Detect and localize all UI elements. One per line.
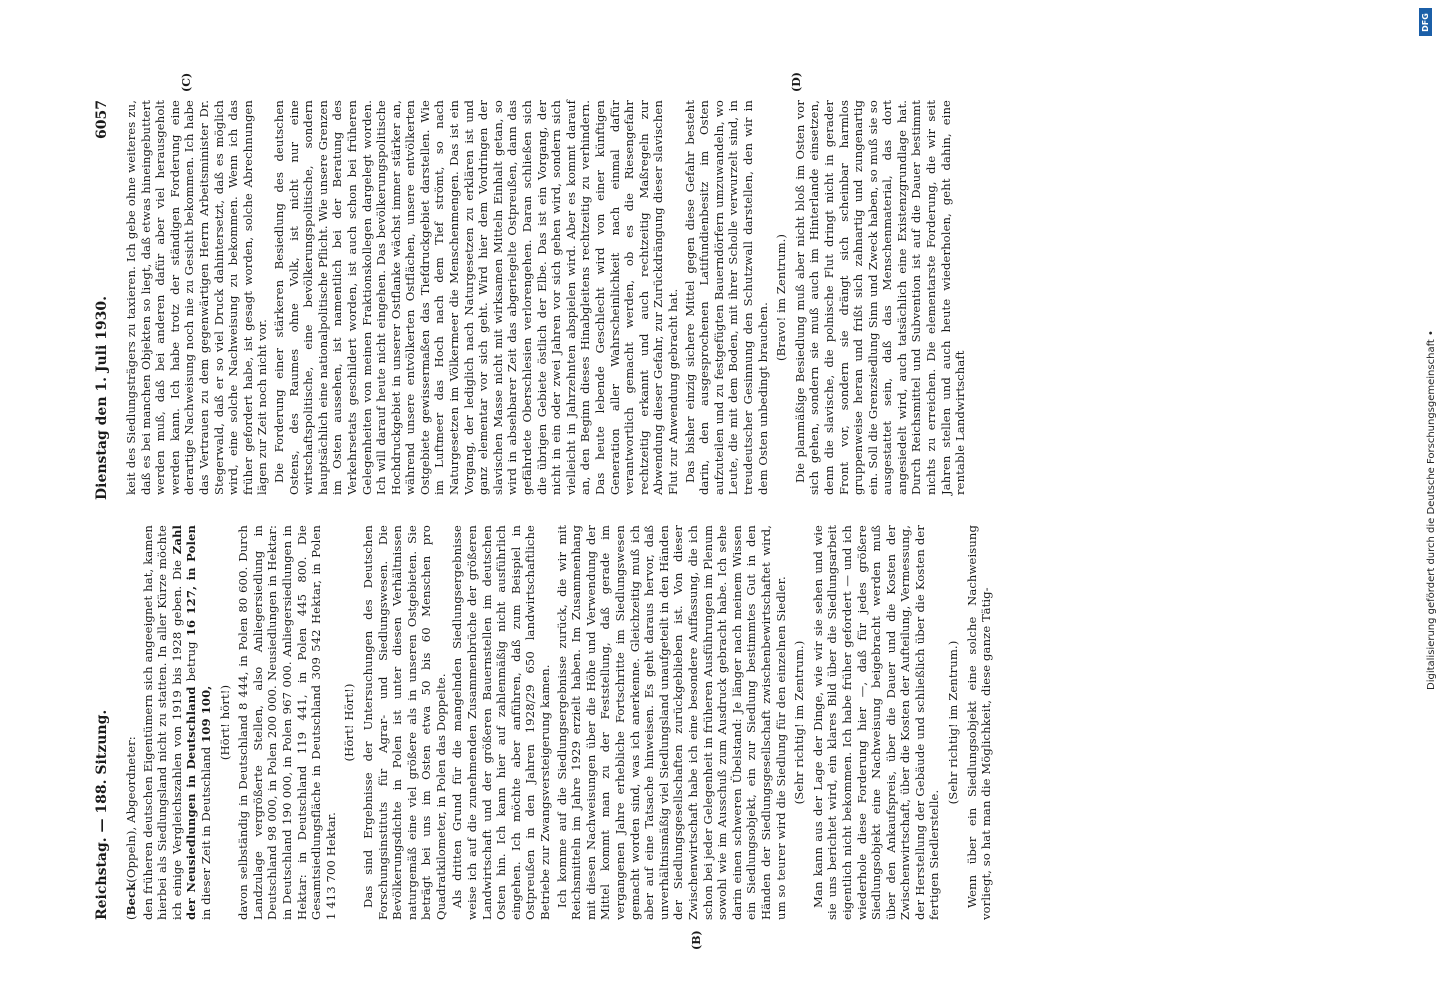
speaker-line: (Beck(Oppeln), Abgeordneter: [124, 736, 138, 920]
paragraph [141, 525, 214, 920]
rotated-document-page [90, 72, 1330, 950]
interjection: (Bravo! im Zentrum.) [774, 234, 789, 362]
right-text-column [124, 100, 1324, 495]
paragraph: Man kann aus der Lage der Dinge, wie wir sie sehen und wie sie uns berichtet wird, ein klares Bild über die Siedlungsarbeit eigentlich nicht bekommen. Ich habe früher gefordert — und ich wiederhole diese Forderung hier —, daß für jedes größere Siedlungsobjekt eine Nachweisung beigebracht werden muß über den Ankaufspreis, über die Dauer und die Kosten der Zwischenwirtschaft, über die Kosten der Aufteilung, Vermessung, der Herstellung der Gebäude und schließlich über die Kosten der fertigen Siedlerstelle. [810, 525, 942, 920]
bold-run: 16 127, in Polen [184, 525, 199, 637]
paragraph: Ich komme auf die Siedlungsergebnisse zurück, die wir mit Reichsmitteln im Jahre 1929 erzielt haben. Im Zusammenhang mit diesen Nachweisungen über die Höhe und Verwendung der Mittel kommt man zu der Feststellung, daß gerade im vergangenen Jahre erhebliche Fortschritte im Siedlungswesen gemacht worden sind, was ich anerkenne. Gleichzeitig muß ich aber auf eine Tatsache hinweisen. Es geht daraus hervor, daß unverhältnismäßig viel Siedlungsland unaufgeteilt in den Händen der Siedlungsgesellschaften zurückgeblieben ist. Von dieser Zwischenwirtschaft habe ich eine besondere Auffassung, die ich schon bei jeder Gelegenheit in früheren Ausführungen im Plenum sowohl wie im Ausschuß zum Ausdruck gebracht habe. Ich sehe darin einen schweren Übelstand: Je länger nach meinem Wissen ein Siedlungsobjekt, ein zur Siedlung bestimmtes Gut in den Händen der Siedlungsgesellschaft zwischenbewirtschaftet wird, um so teurer wird die Siedlung für den einzelnen Siedler. [554, 525, 788, 920]
paragraph: Die Forderung einer stärkeren Besiedlung des deutschen Ostens, des Raumes ohne Volk, ist nicht nur eine wirtschaftspolitische, eine bevölkerungspolitische, sondern hauptsächlich eine nationalpolitische Pflicht. Wie unsere Grenzen im Osten aussehen, ist namentlich bei der Beratung des Verkehrsetats geschildert worden, ist auch schon bei früheren Gelegenheiten von meinen Fraktionskollegen dargelegt worden. Ich will darauf heute nicht eingehen. Das bevölkerungspolitische Hochdruckgebiet in unserer Ostflanke wächst immer stärker an, während unsere entvölkerten Ostflächen, unsere entvölkerten Ostgebiete gewissermaßen das Tiefdruckgebiet darstellen. Wie im Luftmeer das Hoch nach dem Tief strömt, so nach Naturgesetzen im Völkermeer die Menschenmengen. Das ist ein Vorgang, der lediglich nach Naturgesetzen zu erklären ist und ganz elementar vor sich geht. Wird hier dem Vordringen der slavischen Masse nicht mit wirksamen Mitteln Einhalt getan, so wird in absehbarer Zeit das abgeriegelte Ostpreußen, dann das gefährdete Oberschlesien verlorengehen. Daran schließen sich die übrigen Gebiete östlich der Elbe. Das ist ein Vorgang, der nicht in ein oder zwei Jahren vor sich gehen wird, sondern sich vielleicht in Jahrzehnten abspielen wird. Aber es kommt darauf an, den Beginn dieses Hinabgleitens rechtzeitig zu verhindern. Das heute lebende Geschlecht wird von einer künftigen Generation aller Wahrscheinlichkeit nach einmal dafür verantwortlich gemacht werden, ob es die Riesengefahr rechtzeitig erkannt und auch rechtzeitig Maßregeln zur Abwendung dieser Gefahr, zur Zurückdrängung dieser slavischen Flut zur Anwendung gebracht hat. [271, 100, 680, 495]
speaker-name: Beck [124, 882, 138, 916]
paragraph: Die planmäßige Besiedlung muß aber nicht bloß im Osten vor sich gehen, sondern sie muß auch im Hinterlande einsetzen, denn die slavische, die polnische Flut dringt nicht in gerader Front vor, sondern sie drängt sich scheinbar harmlos gruppenweise heran und frißt sich zahnartig und zungenartig ein. Soll die Grenzsiedlung Sinn und Zweck haben, so muß sie so ausgestattet sein, daß das Menschenmaterial, das dort angesiedelt wird, auch tatsächlich eine Existenzgrundlage hat. Durch Reichsmittel und Subvention ist auf die Dauer bestimmt nichts zu erreichen. Die elementarste Forderung, die wir seit Jahren stellen und auch heute wiederholen, geht dahin, eine rentable Landwirtschaft [792, 100, 968, 495]
dfg-logo-text: DFG [1421, 12, 1431, 32]
digitization-credit: Digitalisierung gefördert durch die Deutsche Forschungsgemeinschaft • [1426, 330, 1437, 690]
text-run: in dieser Zeit in Deutschland [198, 746, 213, 920]
paragraph: Als dritten Grund für die mangelnden Siedlungsergebnisse weise ich auf die zunehmenden Zusammenbrüche der größeren Landwirtschaft und der größeren Bauernstellen im deutschen Osten hin. Ich kann hier auf zahlenmäßig nicht ausführlich eingehen. Ich möchte aber anführen, daß zum Beispiel in Ostpreußen in den Jahren 1928/29 650 landwirtschaftliche Betriebe zur Zwangsversteigerung kamen. [450, 525, 553, 920]
page-number: 6057 [94, 100, 110, 139]
paragraph: Wenn über ein Siedlungsobjekt eine solche Nachweisung vorliegt, so hat man die Möglichkeit, diese ganze Tätig- [964, 525, 994, 920]
header-date: Dienstag den 1. Juli 1930. [94, 295, 110, 500]
bold-run: 109 100, [198, 685, 213, 743]
running-header [90, 100, 116, 920]
bold-run: Zahl der Neusiedlungen in Deutschland [169, 525, 199, 920]
paragraph: Das sind Ergebnisse der Untersuchungen des Deutschen Forschungsinstituts für Agrar- und Siedlungswesen. Die Bevölkerungsdichte in Polen ist unter diesen Verhältnissen naturgemäß eine viel größere als in unseren Ostgebieten. Sie beträgt bei uns im Osten etwa 50 bis 60 Menschen pro Quadratkilometer, in Polen das Doppelte. [360, 525, 448, 920]
margin-mark-d: (D) [790, 72, 803, 92]
margin-mark-c: (C) [180, 72, 193, 92]
paragraph: Das bisher einzig sichere Mittel gegen diese Gefahr besteht darin, den ausgesprochenen Latifundienbesitz im Osten aufzuteilen und zu festgefügten Bauerndörfern umzuwandeln, wo Leute, die mit dem Boden, mit ihrer Scholle verwurzelt sind, in treudeutscher Gesinnung den Schutzwall darstellen, den wir in dem Osten unbedingt brauchen. [682, 100, 770, 495]
text-run: den früheren deutschen Eigentümern sich angeeignet hat, kamen hierbei als Siedlungsland nicht zu statten. In aller Kürze möchte ich einige Vergleichszahlen von 1919 bis 1928 geben. Die [140, 525, 184, 920]
dfg-logo [1419, 8, 1432, 36]
paragraph: keit des Siedlungsträgers zu taxieren. Ich gebe ohne weiteres zu, daß es bei manchen Objekten so liegt, daß etwas hineingebuttert werden muß, daß bei anderen dafür aber viel herausgeholt werden kann. Ich habe trotz der ständigen Forderung eine derartige Nachweisung noch nie zu Gesicht bekommen. Ich habe das Vertrauen zu dem gegenwärtigen Herrn Arbeitsminister Dr. Stegerwald, daß er so viel Druck dahintersetzt, daß es möglich wird, eine solche Nachweisung zu bekommen. Wenn ich das früher gefordert habe, ist gesagt worden, solche Abrechnungen lägen zur Zeit noch nicht vor. [124, 100, 270, 495]
text-run: betrug [184, 641, 199, 682]
speaker-rest: (Oppeln), Abgeordneter: [124, 736, 138, 883]
margin-mark-b: (B) [690, 930, 703, 950]
left-text-column [124, 525, 1324, 920]
paragraph: davon selbständig in Deutschland 8 444, in Polen 80 600. Durch Landzulage vergrößerte Stellen, also Anliegersiedlung in Deutschland 98 000, in Polen 200 000. Neusiedlungen in Hektar: in Deutschland 190 000, in Polen 967 000. Anliegersiedlungen in Hektar: in Deutschland 119 441, in Polen 445 800. Die Gesamtsiedlungsfläche in Deutschland 309 542 Hektar, in Polen 1 413 700 Hektar. [236, 525, 338, 920]
header-session: Reichstag. — 188. Sitzung. [94, 709, 110, 920]
interjection: (Sehr richtig! im Zentrum.) [946, 640, 961, 805]
interjection: (Hört! hört!) [217, 684, 232, 761]
interjection: (Sehr richtig! im Zentrum.) [792, 640, 807, 805]
interjection: (Hört! Hört!) [342, 683, 357, 762]
